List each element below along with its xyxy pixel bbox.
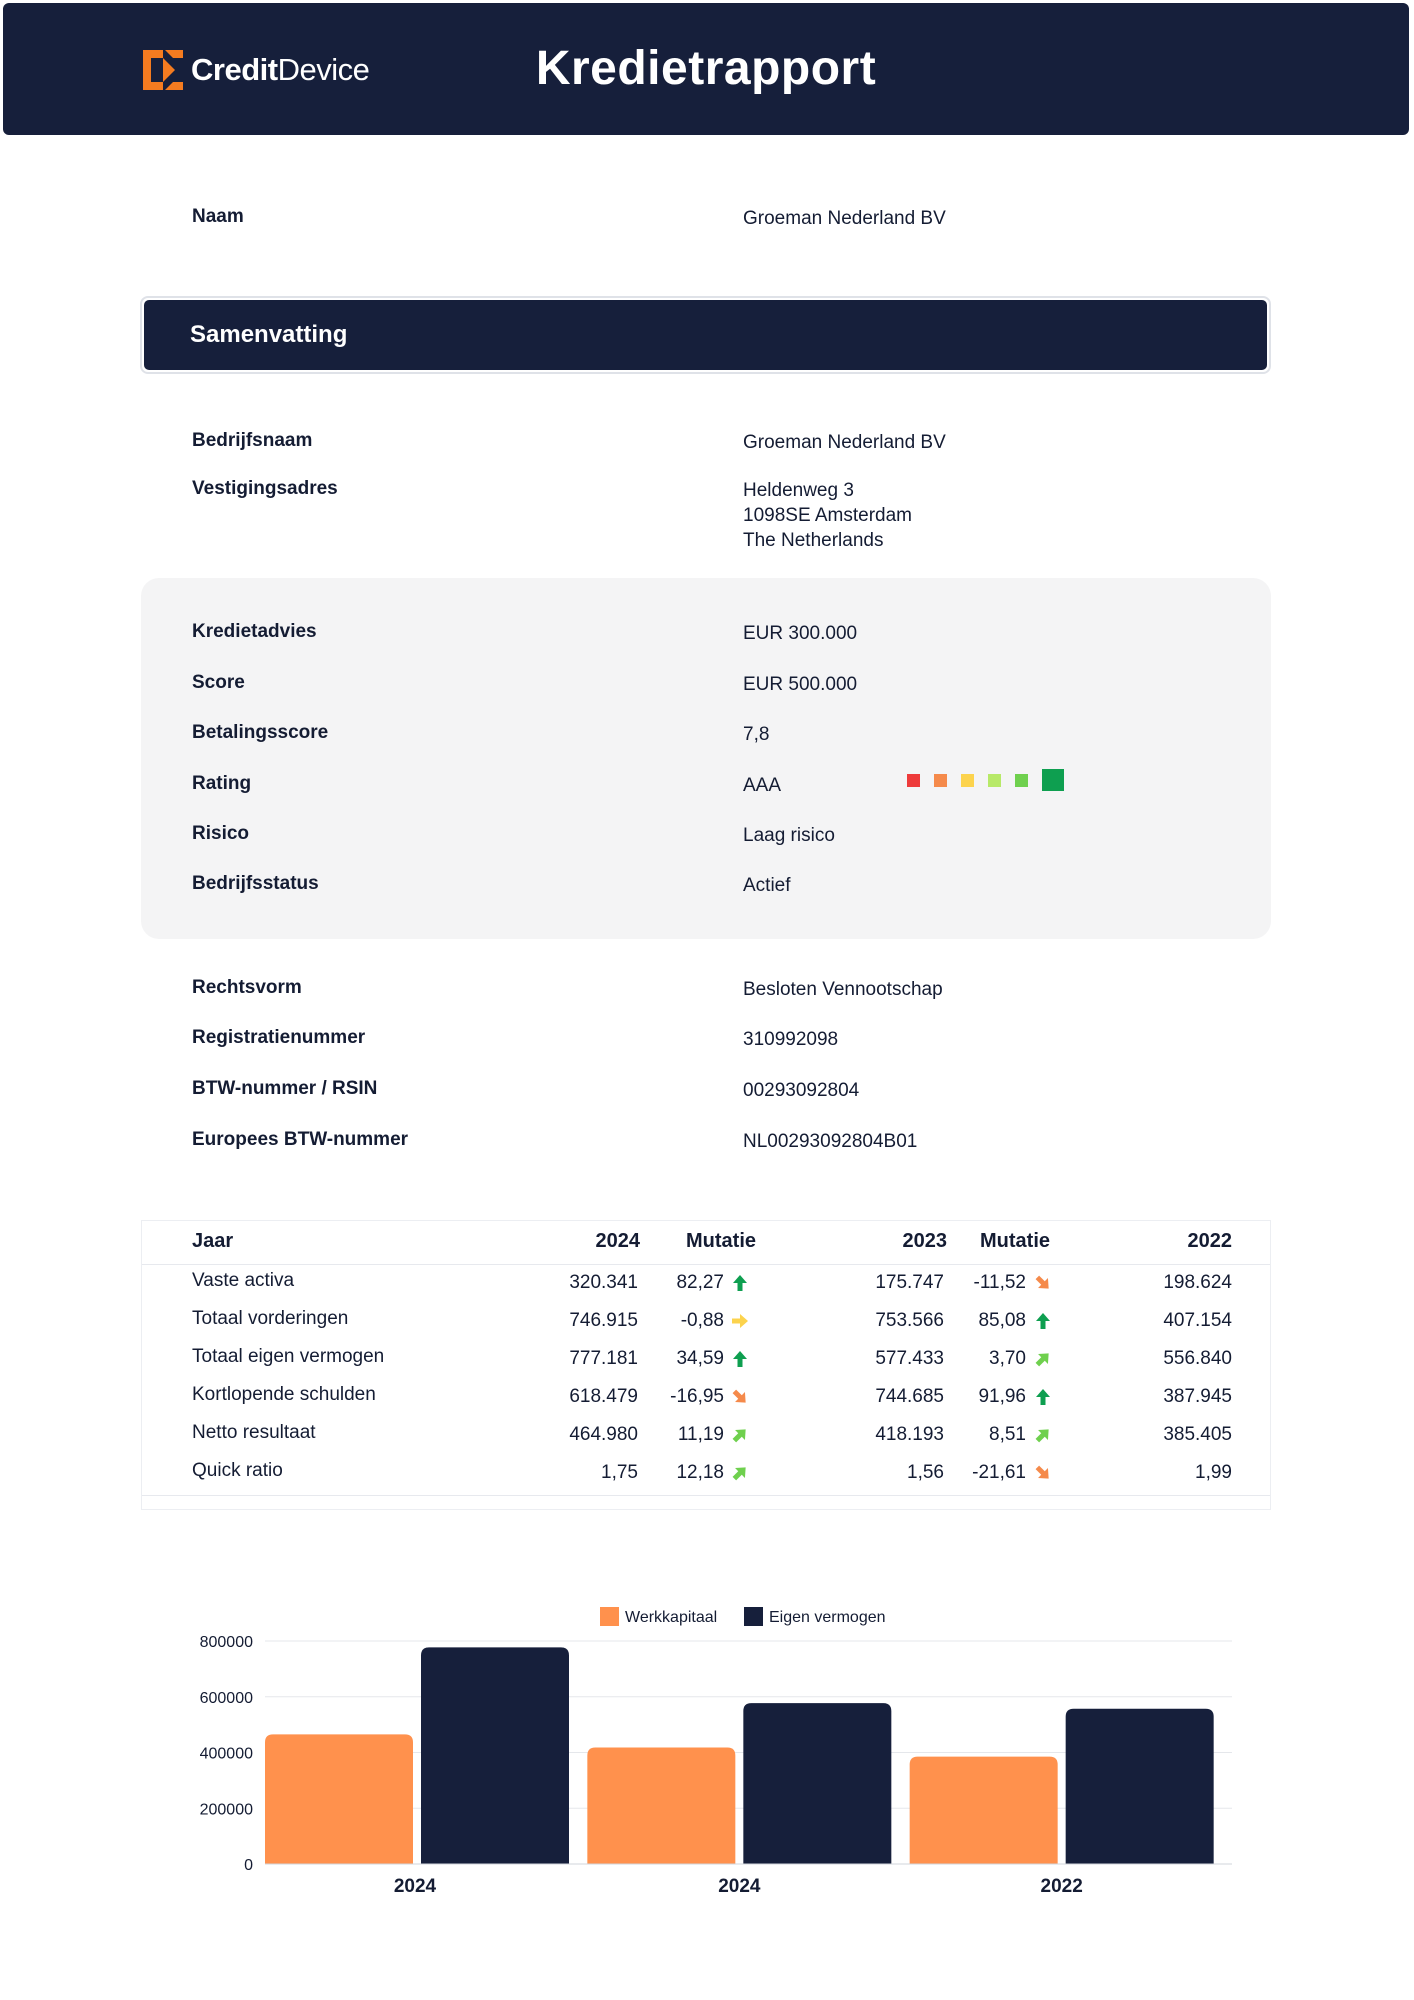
- mutation-2: 91,96: [978, 1386, 1026, 1407]
- value-2022: 198.624: [1163, 1272, 1232, 1293]
- mutation-1: 34,59: [676, 1348, 724, 1369]
- company-name-label: Bedrijfsnaam: [192, 430, 313, 451]
- credit-advice-label: Kredietadvies: [192, 621, 317, 642]
- name-value: Groeman Nederland BV: [743, 208, 946, 229]
- mutation-2: 3,70: [989, 1348, 1026, 1369]
- row-label: Totaal eigen vermogen: [192, 1346, 385, 1367]
- mutation-1: -0,88: [680, 1310, 724, 1331]
- value-2022: 1,99: [1195, 1462, 1232, 1483]
- company-status-value: Actief: [743, 875, 791, 896]
- address-line: Heldenweg 3: [743, 480, 854, 501]
- eu-vat-number-value: NL00293092804B01: [743, 1131, 918, 1152]
- bar-werkkapitaal: [587, 1747, 735, 1864]
- value-2022: 387.945: [1163, 1386, 1232, 1407]
- value-2023: 744.685: [875, 1386, 944, 1407]
- credit-advice-value: EUR 300.000: [743, 623, 858, 644]
- vat-number-value: 00293092804: [743, 1080, 860, 1101]
- x-tick-label: 2024: [718, 1876, 761, 1897]
- value-2023: 1,56: [907, 1462, 944, 1483]
- address-line: The Netherlands: [743, 530, 884, 551]
- value-2024: 1,75: [601, 1462, 638, 1483]
- y-tick-label: 0: [244, 1857, 253, 1874]
- row-label: Quick ratio: [192, 1460, 283, 1481]
- legend-label: Werkkapitaal: [625, 1609, 718, 1626]
- value-2023: 418.193: [875, 1424, 944, 1445]
- x-tick-label: 2022: [1040, 1876, 1083, 1897]
- y-tick-label: 400000: [199, 1745, 253, 1763]
- legend-swatch: [600, 1607, 619, 1626]
- page-title: Kredietrapport: [535, 42, 877, 95]
- bar-werkkapitaal: [265, 1734, 413, 1864]
- row-label: Netto resultaat: [192, 1422, 316, 1443]
- registration-number-value: 310992098: [743, 1029, 839, 1050]
- risk-value: Laag risico: [743, 825, 835, 846]
- x-tick-label: 2024: [393, 1876, 437, 1897]
- value-2024: 464.980: [569, 1424, 638, 1445]
- vat-number-label: BTW-nummer / RSIN: [192, 1078, 378, 1099]
- y-tick-label: 800000: [199, 1634, 253, 1651]
- address-label: Vestigingsadres: [192, 478, 338, 499]
- address-line: 1098SE Amsterdam: [743, 505, 912, 526]
- company-status-label: Bedrijfsstatus: [192, 873, 319, 894]
- mutation-1: -16,95: [670, 1386, 724, 1407]
- mutation-2: 85,08: [978, 1310, 1026, 1331]
- mutation-2: -21,61: [972, 1462, 1026, 1483]
- column-header-mutation-2: Mutatie: [980, 1230, 1050, 1252]
- column-header-2023: 2023: [902, 1230, 947, 1252]
- y-tick-label: 200000: [199, 1801, 253, 1819]
- score-value: EUR 500.000: [743, 674, 858, 695]
- bar-eigen-vermogen: [743, 1703, 891, 1864]
- registration-number-label: Registratienummer: [192, 1027, 366, 1048]
- value-2024: 618.479: [569, 1386, 638, 1407]
- value-2024: 320.341: [569, 1272, 638, 1293]
- column-header-mutation-1: Mutatie: [686, 1230, 756, 1252]
- column-header-2024: 2024: [595, 1230, 640, 1252]
- mutation-1: 11,19: [677, 1424, 724, 1445]
- value-2024: 777.181: [569, 1348, 638, 1369]
- payment-score-value: 7,8: [743, 724, 770, 745]
- eu-vat-number-label: Europees BTW-nummer: [192, 1129, 409, 1150]
- legal-form-label: Rechtsvorm: [192, 977, 302, 998]
- mutation-1: 12,18: [676, 1462, 724, 1483]
- bar-werkkapitaal: [910, 1757, 1058, 1864]
- row-label: Kortlopende schulden: [192, 1384, 376, 1405]
- risk-label: Risico: [192, 823, 250, 844]
- legend-label: Eigen vermogen: [769, 1609, 886, 1626]
- rating-value: AAA: [743, 775, 782, 796]
- column-header-year: Jaar: [192, 1230, 234, 1252]
- payment-score-label: Betalingsscore: [192, 722, 329, 743]
- bar-eigen-vermogen: [1066, 1709, 1214, 1864]
- logo-wordmark: CreditDevice: [191, 52, 370, 87]
- bar-eigen-vermogen: [421, 1647, 569, 1864]
- value-2022: 556.840: [1163, 1348, 1232, 1369]
- mutation-2: 8,51: [989, 1424, 1026, 1445]
- row-label: Vaste activa: [192, 1270, 295, 1291]
- name-label: Naam: [192, 206, 244, 227]
- score-label: Score: [192, 672, 245, 693]
- rating-label: Rating: [192, 773, 252, 794]
- value-2023: 175.747: [875, 1272, 944, 1293]
- value-2024: 746.915: [569, 1310, 638, 1331]
- summary-title: Samenvatting: [144, 300, 1267, 370]
- value-2022: 385.405: [1163, 1424, 1232, 1445]
- value-2023: 577.433: [875, 1348, 944, 1369]
- column-header-2022: 2022: [1187, 1230, 1232, 1252]
- row-label: Totaal vorderingen: [192, 1308, 349, 1329]
- mutation-1: 82,27: [676, 1272, 724, 1293]
- value-2023: 753.566: [875, 1310, 944, 1331]
- company-name-value: Groeman Nederland BV: [743, 432, 946, 453]
- legal-form-value: Besloten Vennootschap: [743, 979, 943, 1000]
- legend-swatch: [744, 1607, 763, 1626]
- y-tick-label: 600000: [199, 1689, 253, 1707]
- mutation-2: -11,52: [973, 1272, 1026, 1293]
- value-2022: 407.154: [1163, 1310, 1232, 1331]
